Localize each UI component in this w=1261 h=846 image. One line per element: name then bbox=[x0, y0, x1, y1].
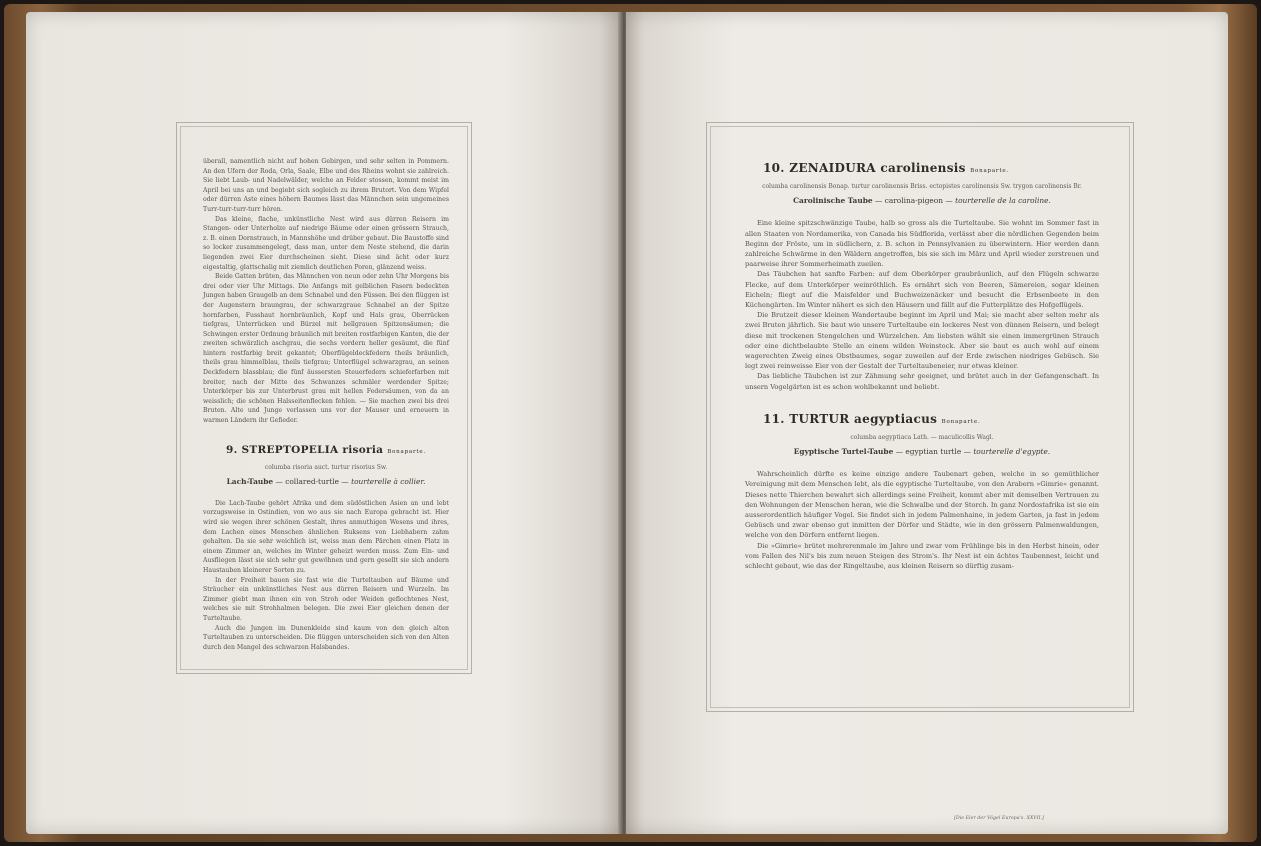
paragraph: Das liebliche Täubchen ist zur Zähmung sehr geeignet, und brütet auch in der Gefangenschaft. In unsern Vogelgärten ist es schon wohlbekannt und beliebt. bbox=[745, 372, 1099, 391]
left-text-block bbox=[203, 157, 449, 652]
paragraph: Eine kleine spitzschwänzige Taube, halb so gross als die Turteltaube. Sie wohnt im Sommer fast in allen Staaten von Nordamerika, von Canada bis Südflorida, verlässt aber die nördlichen Gegenden beim Beginn der Fröste, um in südlichern, z. B. schon in Pennsylvanien zu überwintern. Hier werden dann zahlreiche Schwärme in den Wäldern angetroffen, bis sie sich im März und April wieder zerstreuen und paarweise ihrer Sommerheimath zueilen. bbox=[745, 219, 1099, 269]
right-page bbox=[626, 12, 1228, 834]
right-text-frame bbox=[706, 122, 1134, 712]
synonyms: columba aegyptiaca Lath. — maculicollis Wagl. bbox=[850, 434, 994, 442]
species-heading-11: 11. TURTUR aegyptiacus Bonaparte. bbox=[763, 411, 981, 426]
paragraph: überall, namentlich nicht auf hohen Gebirgen, und sehr selten in Pommern. An den Ufern der Roda, Orla, Saale, Elbe und des Rheins wohnt sie zahlreich. Sie liebt Laub- und Nadelwälder, welche an Felder stossen, kommt meist im April bei uns an und begiebt sich sogleich zu ihrem Brutort. Von dem Wipfel oder dürren Aste eines höhern Baumes lässt das Männchen sein ungemeines Turr-turr-turr-turr hören. bbox=[203, 158, 449, 213]
paragraph: Das kleine, flache, unkünstliche Nest wird aus dürren Reisern im Stangen- oder Unterholze auf niedrige Bäume oder einen grössern Strauch, z. B. einen Dornstrauch, in Mannshöhe und drüber gebaut. Die Baustoffe sind so locker zusammengelegt, dass man, unter dem Neste stehend, die darin liegenden zwei Eier durchscheinen sieht. Diese sind ächt oder kurz eigestaltig, glattschalig mit ziemlich deutlichen Poren, glänzend weiss. bbox=[203, 215, 449, 271]
species-heading-9: 9. STREPTOPELIA risoria Bonaparte. bbox=[225, 443, 427, 456]
paragraph: Die Lach-Taube gehört Afrika und dem südöstlichen Asien an und lebt vorzugsweise in Ostindien, von wo aus sie nach Europa gebracht ist. Hier wird sie wegen ihrer schönen Gestalt, ihres anmuthigen Wesens und ihres, dem Lachen eines Menschen ähnlichen Ruksens von Liebhabern zahm gehalten. Da sie sehr weichlich ist, weiss man dem Pärchen einen Platz in einem Zimmer an, welches im Winter geheizt werden muss. Zum Ein- und Ausfliegen lässt sie sich sehr gut gewöhnen und gern gesellt sie sich andern Haustauben kleinerer Sorten zu. bbox=[203, 499, 449, 574]
paragraph: Das Täubchen hat sanfte Farben: auf dem Oberkörper graubräunlich, auf den Flügeln schwarze Flecke, auf dem Unterkörper weinröthlich. Es ernährt sich von Beeren, Sämereien, sogar kleinen Eicheln; fliegt auf die Maisfelder und Buchweizenäcker und besucht die Erbsenbeete in den Küchengärten. Im Winter nähert es sich den Häusern und fällt auf die Futterplätze des Hofgeflügels. bbox=[745, 270, 1099, 310]
left-page bbox=[26, 12, 622, 834]
paragraph: Die Brutzeit dieser kleinen Wandertaube beginnt im April und Mai; sie macht aber selten mehr als zwei Bruten jährlich. Sie baut wie unsere Turteltaube ein lockeres Nest von dünnen Reisern, und belegt diese mit trockenen Stengelchen und Würzelchen. Am liebsten wählt sie einen immergrünen Strauch oder eine dichtbelaubte Stelle an einem wilden Weinstock. Aber sie baut es auch wohl auf einem wagerechten Zweig eines Obstbaumes, sogar zuweilen auf der Erde zwischen niedriges Gebüsch. Sie legt zwei reinweisse Eier von der Gestalt der Turteltaubeneier, nur etwas kleiner. bbox=[745, 311, 1099, 371]
common-names: Egyptische Turtel-Taube — egyptian turtle — tourterelle d'egypte. bbox=[793, 447, 1051, 457]
page-footer: [Die Eier der Vögel Europa's. XXVII.] bbox=[954, 816, 1044, 821]
common-names: Carolinische Taube — carolina-pigeon — tourterelle de la caroline. bbox=[793, 196, 1051, 206]
paragraph: Die »Gimrie« brütet mehrerenmale im Jahre und zwar vom Frühlinge bis in den Herbst hinein, oder vom Fallen des Nil's bis zum neuen Steigen des Strom's. Ihr Nest ist ein ächtes Taubennest, leicht und schlecht gebaut, wie das der Ringeltaube, aus kleinen Reisern so dürftig zusam- bbox=[745, 541, 1099, 571]
paragraph: Beide Gatten brüten, das Männchen von neun oder zehn Uhr Morgens bis drei oder vier Uhr Mittags. Die Anfangs mit gelblichen Fasern bedeckten Jungen haben Graugelb an dem Schnabel und den Füssen. Bei den flüggen ist der Augenstern braungrau, der schwarzgraue Schnabel an der Spitze hornfarben, Fusshaut hornbräunlich, Kopf und Hals grau, Oberrücken tiefgrau, Unterrücken und Bürzel mit hellgrauen Spitzensäumen; die Schwingen erster Ordnung bräunlich mit breiten rostfarbigen Kanten, die der zweiten schwärzlich aschgrau, die sechs vordern heller gesäumt, die fünf hintern rostfarbig breit gekantet; Oberflügeldeckfedern theils bräunlich, theils grau himmelblau, theils tiefgrau; Unterflügel schwarzgrau, an seinen Deckfedern blassblau; die fünf äussersten Steuerfedern schieferfarben mit breiter, nach der Mitte des Schwanzes schmäler werdender Spitze; Unterkörper bis zur Unterbrust grau mit hellen Federsäumen, von da an weisslich; die schönen Halsseitenflecken fehlen. — Sie machen zwei bis drei Bruten. Alte und Junge verlassen uns vor der Mauser und erneuern in warmen Ländern ihr Gefieder. bbox=[203, 273, 449, 425]
species-heading-10: 10. ZENAIDURA carolinensis Bonaparte. bbox=[763, 161, 1009, 175]
synonyms: columba risoria auct. turtur risorius Sw. bbox=[264, 464, 388, 472]
synonyms: columba carolinensis Bonap. turtur carolinensis Briss. ectopistes carolinensis Sw. trygon carolinensis Br. bbox=[762, 183, 1082, 191]
common-names: Lach-Taube — collared-turtle — tourterelle à collier. bbox=[226, 477, 426, 487]
paragraph: Wahrscheinlich dürfte es keine einzige andere Taubenart geben, welche in so gemüthlicher Vereinigung mit dem Menschen lebt, als die egyptische Turteltaube, von den Arabern »Gimrie« genannt. Dieses nette Thierchen bewahrt sich allerdings seine Freiheit, kommt aber mit demselben Vertrauen zu den Wohnungen der Menschen heran, wie die Schwalbe und der Storch. In ganz Nordostafrika ist sie ein ausserordentlich häufiger Vogel. Sie findet sich in jedem Palmenhaine, in jedem Garten, ja fast in jedem Gebüsch und zwar ebenso gut inmitten der Dörfer und Städte, wie in den grössern Palmenwaldungen, welche von den Dörfern entfernt liegen. bbox=[745, 470, 1099, 540]
left-text-frame bbox=[176, 122, 472, 674]
paragraph: Auch die Jungen im Dunenkleide sind kaum von den gleich alten Turteltauben zu unterscheiden. Die flüggen unterscheiden sich von den Alten durch den Mangel des schwarzen Halsbandes. bbox=[203, 624, 449, 651]
paragraph: In der Freiheit bauen sie fast wie die Turteltauben auf Bäume und Sträucher ein unkünstliches Nest aus dürren Reisern und Wurzeln. Im Zimmer giebt man ihnen ein von Stroh oder Weiden geflochtenes Nest, welches sie mit Strohhalmen belegen. Die zwei Eier gleichen denen der Turteltaube. bbox=[203, 576, 449, 622]
right-text-block bbox=[745, 163, 1099, 571]
